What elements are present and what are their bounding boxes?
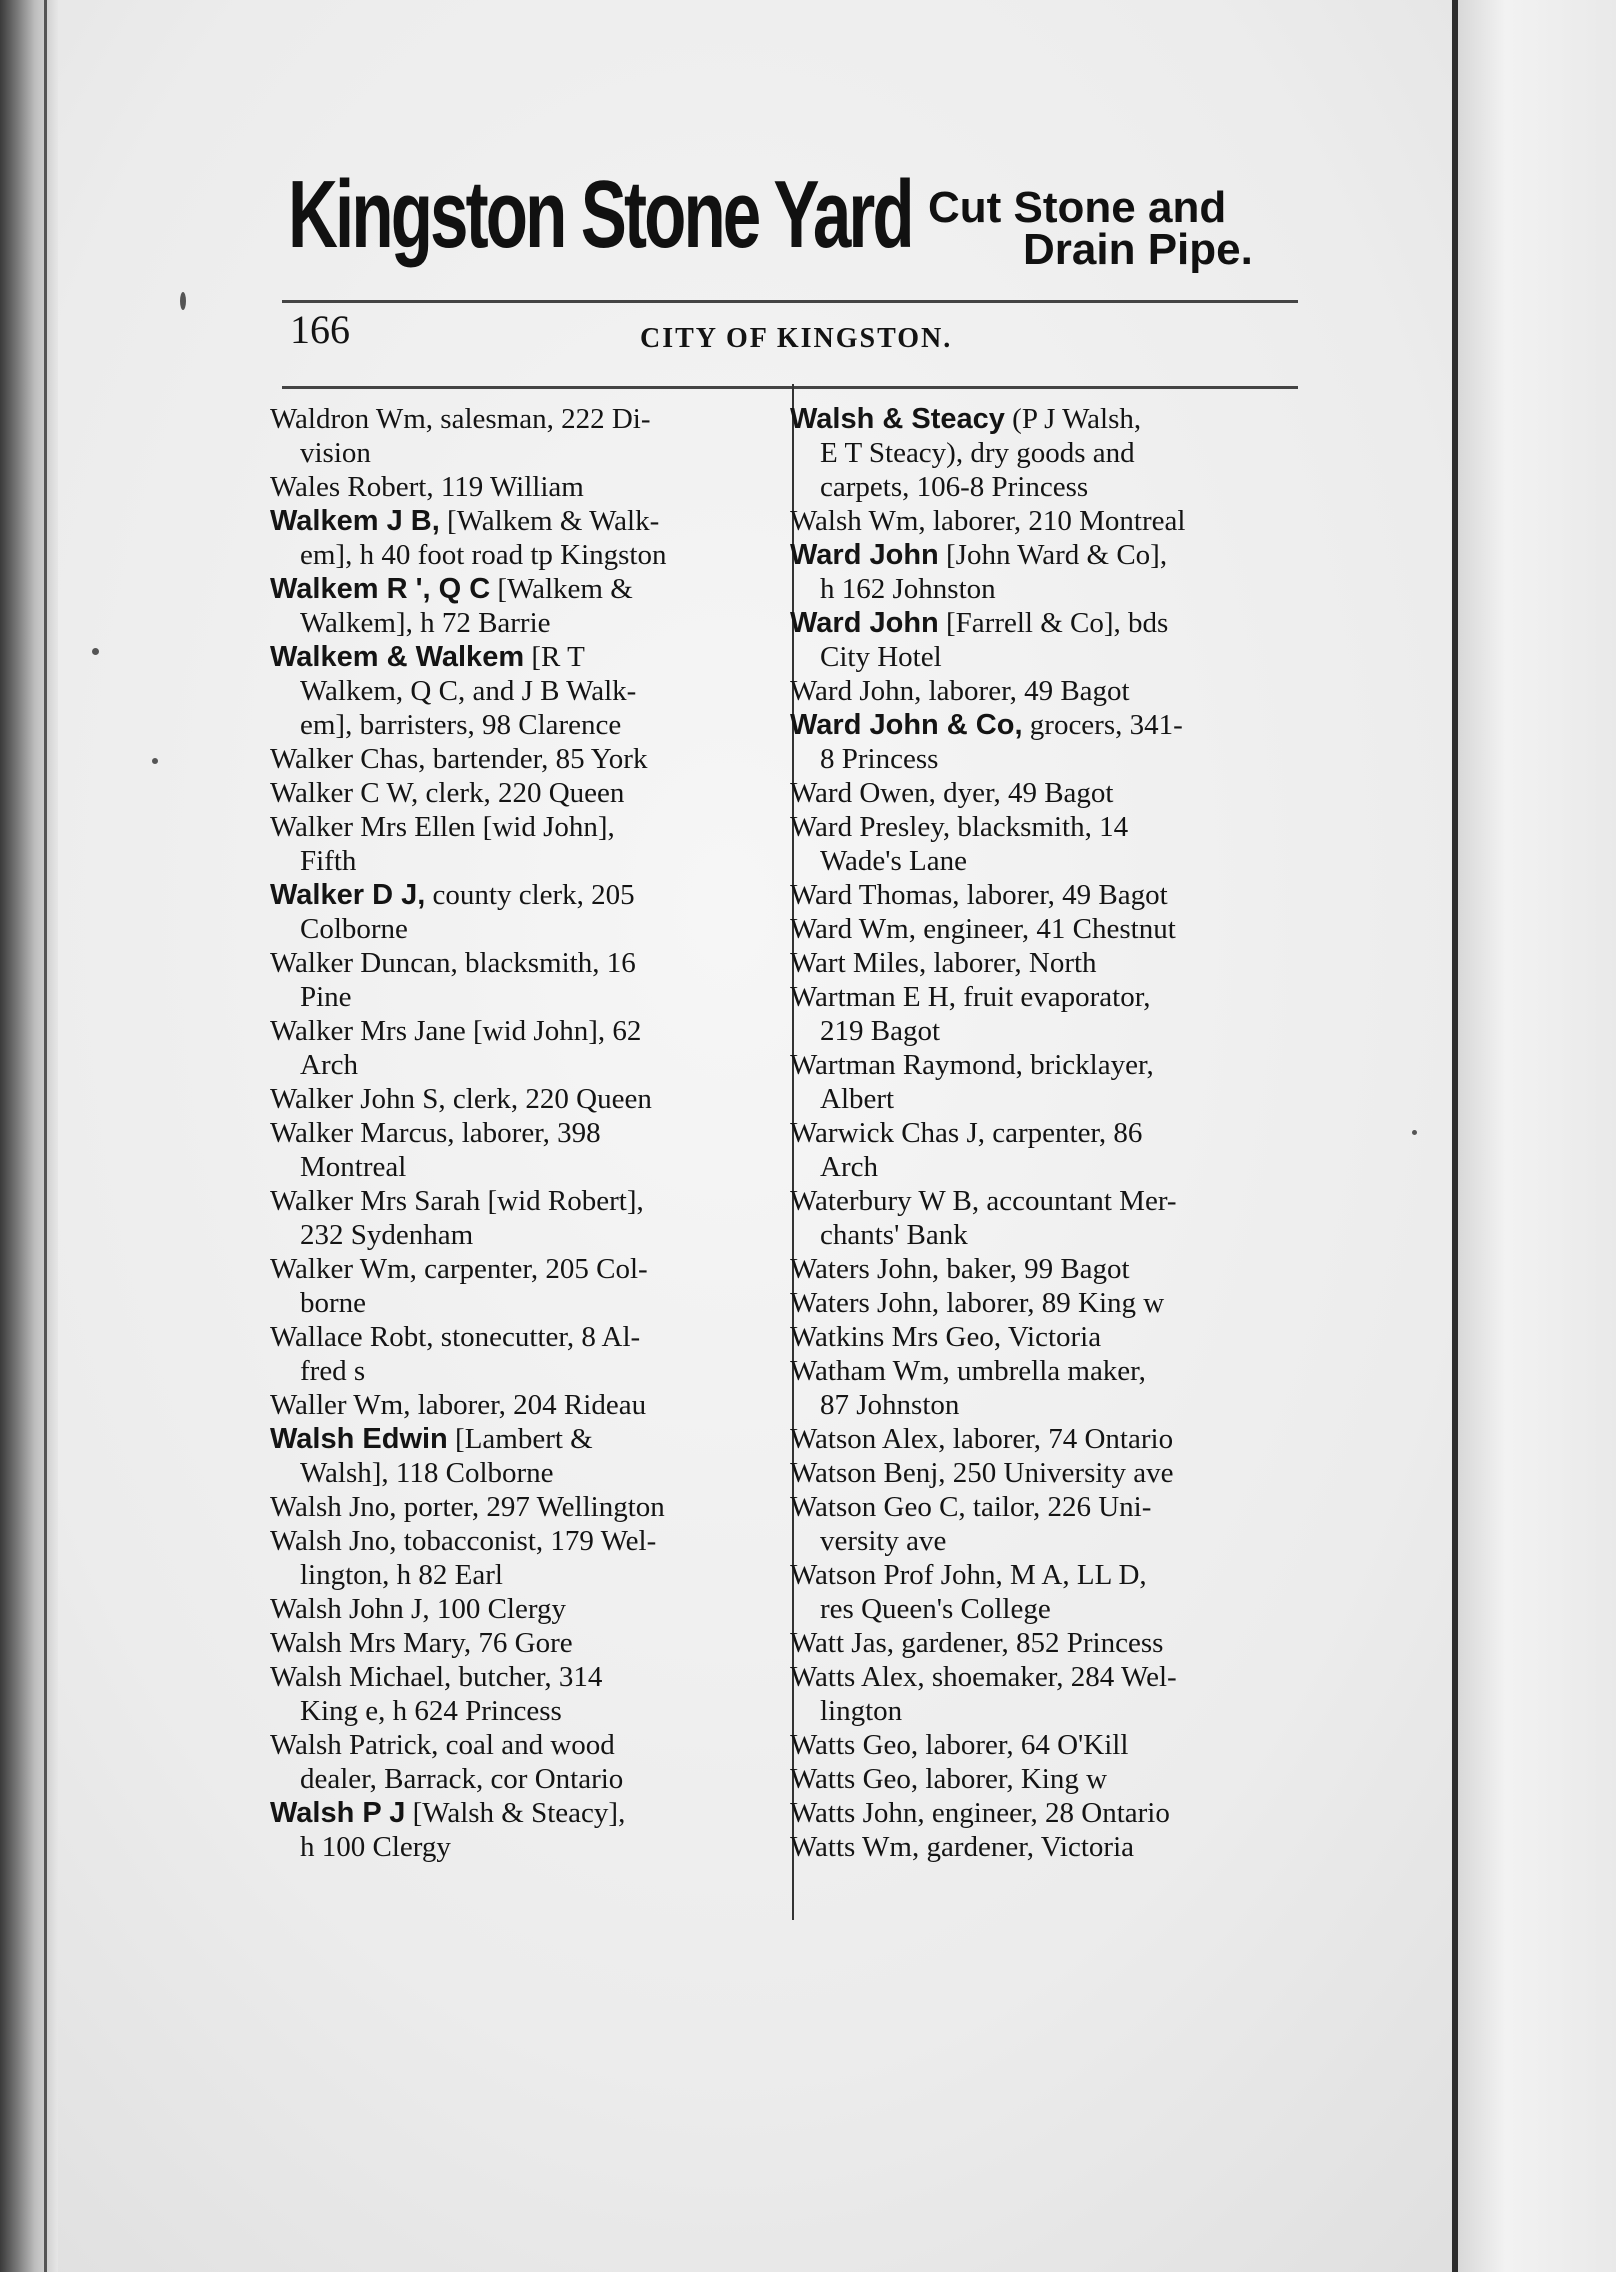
left-column <box>270 402 770 1864</box>
entry-continuation-line: Montreal <box>300 1151 407 1183</box>
entry-line: Walsh Jno, tobacconist, 179 Wel- <box>270 1525 657 1557</box>
entry-line: Wartman Raymond, bricklayer, <box>790 1049 1154 1081</box>
entry-continuation-line: Walkem], h 72 Barrie <box>300 607 551 639</box>
entry-line: Waldron Wm, salesman, 222 Di- <box>270 403 651 435</box>
scan-speck <box>180 292 186 310</box>
entry-bold-name: Ward John <box>790 539 939 571</box>
directory-entry <box>270 1320 770 1388</box>
directory-entry <box>790 1184 1290 1252</box>
entry-line: Walker Mrs Sarah [wid Robert], <box>270 1185 644 1217</box>
header-rule-top <box>282 300 1298 303</box>
entry-continuation-line: lington, h 82 Earl <box>300 1559 503 1591</box>
scan-left-edge <box>0 0 58 2272</box>
entry-line: Walker John S, clerk, 220 Queen <box>270 1083 652 1115</box>
directory-entry <box>270 1422 770 1490</box>
directory-entry <box>270 1796 770 1864</box>
entry-line: Wartman E H, fruit evaporator, <box>790 981 1151 1013</box>
entry-bold-name: Walkem J B, <box>270 505 440 537</box>
entry-line: Walkem & Walkem [R T <box>270 641 585 673</box>
directory-entry <box>270 1660 770 1728</box>
entry-line: Watts Alex, shoemaker, 284 Wel- <box>790 1661 1177 1693</box>
entry-line: Walsh Wm, laborer, 210 Montreal <box>790 505 1186 537</box>
entry-line: Walsh Edwin [Lambert & <box>270 1423 593 1455</box>
entry-continuation-line: borne <box>300 1287 367 1319</box>
directory-entry <box>270 946 770 1014</box>
directory-entry <box>270 742 770 776</box>
entry-line: Waters John, laborer, 89 King w <box>790 1287 1165 1319</box>
entry-continuation-line: E T Steacy), dry goods and <box>820 437 1135 469</box>
directory-entry <box>790 1422 1290 1456</box>
entry-line: Ward John, laborer, 49 Bagot <box>790 675 1130 707</box>
directory-entry <box>790 1456 1290 1490</box>
entry-line: Walsh John J, 100 Clergy <box>270 1593 566 1625</box>
entry-line: Walsh Michael, butcher, 314 <box>270 1661 603 1693</box>
entry-bold-name: Walsh & Steacy <box>790 403 1005 435</box>
entry-line: Watson Prof John, M A, LL D, <box>790 1559 1147 1591</box>
directory-entry <box>270 572 770 640</box>
directory-entry <box>270 1728 770 1796</box>
entry-continuation-line: 8 Princess <box>820 743 939 775</box>
entry-line: Watts Geo, laborer, King w <box>790 1763 1108 1795</box>
running-head: CITY OF KINGSTON. <box>640 323 953 354</box>
entry-line: Ward Thomas, laborer, 49 Bagot <box>790 879 1168 911</box>
directory-entry <box>790 912 1290 946</box>
entry-line: Ward Owen, dyer, 49 Bagot <box>790 777 1114 809</box>
ad-tagline-line1: Cut Stone and <box>928 183 1227 232</box>
directory-entry <box>790 1558 1290 1626</box>
entry-continuation-line: Walkem, Q C, and J B Walk- <box>300 675 637 707</box>
entry-line: Wales Robert, 119 William <box>270 471 584 503</box>
directory-entry <box>270 640 770 742</box>
entry-line: Ward Presley, blacksmith, 14 <box>790 811 1129 843</box>
directory-entry <box>270 878 770 946</box>
entry-line: Warwick Chas J, carpenter, 86 <box>790 1117 1143 1149</box>
directory-entry <box>270 1524 770 1592</box>
entry-line: Waterbury W B, accountant Mer- <box>790 1185 1177 1217</box>
directory-entry <box>790 1728 1290 1762</box>
directory-entry <box>790 1626 1290 1660</box>
directory-entry <box>790 776 1290 810</box>
entry-line: Watson Geo C, tailor, 226 Uni- <box>790 1491 1152 1523</box>
entry-continuation-line: Fifth <box>300 845 357 877</box>
entry-continuation-line: h 100 Clergy <box>300 1831 451 1863</box>
entry-continuation-line: Albert <box>820 1083 895 1115</box>
entry-line: Walsh P J [Walsh & Steacy], <box>270 1797 626 1829</box>
entry-continuation-line: carpets, 106-8 Princess <box>820 471 1089 503</box>
directory-entry <box>790 878 1290 912</box>
entry-continuation-line: versity ave <box>820 1525 947 1557</box>
entry-line: Watham Wm, umbrella maker, <box>790 1355 1146 1387</box>
directory-entry <box>790 674 1290 708</box>
entry-line: Waters John, baker, 99 Bagot <box>790 1253 1130 1285</box>
directory-entry <box>790 1252 1290 1286</box>
entry-continuation-line: vision <box>300 437 371 469</box>
entry-line: Walsh Mrs Mary, 76 Gore <box>270 1627 573 1659</box>
directory-entry <box>790 1762 1290 1796</box>
scan-speck <box>152 758 158 764</box>
entry-continuation-line: Colborne <box>300 913 408 945</box>
scan-speck <box>92 648 99 655</box>
scan-speck <box>1412 1130 1417 1135</box>
entry-line: Walker Chas, bartender, 85 York <box>270 743 648 775</box>
directory-entry <box>790 1354 1290 1422</box>
entry-continuation-line: Walsh], 118 Colborne <box>300 1457 554 1489</box>
entry-continuation-line: lington <box>820 1695 903 1727</box>
directory-entry <box>790 1048 1290 1116</box>
entry-continuation-line: em], h 40 foot road tp Kingston <box>300 539 667 571</box>
entry-line: Watson Alex, laborer, 74 Ontario <box>790 1423 1174 1455</box>
directory-entry <box>790 1320 1290 1354</box>
entry-line: Walker Marcus, laborer, 398 <box>270 1117 601 1149</box>
entry-continuation-line: h 162 Johnston <box>820 573 996 605</box>
entry-bold-name: Walkem & Walkem <box>270 641 525 673</box>
entry-bold-name: Ward John <box>790 607 939 639</box>
directory-entry <box>270 470 770 504</box>
entry-continuation-line: fred s <box>300 1355 366 1387</box>
entry-continuation-line: em], barristers, 98 Clarence <box>300 709 622 741</box>
header-rule-bottom <box>282 386 1298 389</box>
entry-continuation-line: Wade's Lane <box>820 845 968 877</box>
entry-line: Waller Wm, laborer, 204 Rideau <box>270 1389 647 1421</box>
entry-line: Ward John & Co, grocers, 341- <box>790 709 1183 741</box>
entry-line: Walsh Jno, porter, 297 Wellington <box>270 1491 665 1523</box>
directory-entry <box>270 1490 770 1524</box>
directory-entry <box>270 1014 770 1082</box>
ad-tagline-line2: Drain Pipe. <box>1023 225 1253 274</box>
entry-bold-name: Walsh P J <box>270 1797 406 1829</box>
facing-page-edge <box>1458 0 1616 2272</box>
entry-continuation-line: 219 Bagot <box>820 1015 941 1047</box>
entry-continuation-line: 232 Sydenham <box>300 1219 474 1251</box>
entry-line: Watkins Mrs Geo, Victoria <box>790 1321 1102 1353</box>
directory-entry <box>270 1388 770 1422</box>
entry-continuation-line: chants' Bank <box>820 1219 968 1251</box>
directory-entry <box>270 1592 770 1626</box>
entry-continuation-line: res Queen's College <box>820 1593 1051 1625</box>
directory-entry <box>790 402 1290 504</box>
entry-line: Walsh Patrick, coal and wood <box>270 1729 615 1761</box>
entry-line: Watson Benj, 250 University ave <box>790 1457 1174 1489</box>
entry-line: Watts Wm, gardener, Victoria <box>790 1831 1134 1863</box>
entry-line: Walker Mrs Ellen [wid John], <box>270 811 615 843</box>
entry-line: Ward Wm, engineer, 41 Chestnut <box>790 913 1176 945</box>
entry-continuation-line: Arch <box>300 1049 358 1081</box>
directory-entry <box>790 1116 1290 1184</box>
directory-entry <box>790 1286 1290 1320</box>
entry-continuation-line: Arch <box>820 1151 878 1183</box>
entry-bold-name: Walsh Edwin <box>270 1423 448 1455</box>
directory-entry <box>270 504 770 572</box>
directory-entry <box>790 980 1290 1048</box>
directory-entry <box>270 1252 770 1320</box>
entry-bold-name: Walker D J, <box>270 879 426 911</box>
directory-entry <box>790 1796 1290 1830</box>
directory-entry <box>270 810 770 878</box>
entry-line: Wallace Robt, stonecutter, 8 Al- <box>270 1321 641 1353</box>
directory-entry <box>270 1626 770 1660</box>
directory-entry <box>790 1830 1290 1864</box>
scan-binding-line <box>44 0 47 2272</box>
advertisement-banner <box>288 160 1308 290</box>
entry-line: Walker Wm, carpenter, 205 Col- <box>270 1253 648 1285</box>
entry-bold-name: Ward John & Co, <box>790 709 1023 741</box>
directory-entry <box>790 946 1290 980</box>
entry-bold-name: Walkem R ', Q C <box>270 573 491 605</box>
entry-line: Walkem J B, [Walkem & Walk- <box>270 505 660 537</box>
entry-line: Ward John [John Ward & Co], <box>790 539 1168 571</box>
entry-line: Ward John [Farrell & Co], bds <box>790 607 1169 639</box>
entry-line: Walker C W, clerk, 220 Queen <box>270 777 625 809</box>
entry-line: Walker Mrs Jane [wid John], 62 <box>270 1015 642 1047</box>
entry-line: Watt Jas, gardener, 852 Princess <box>790 1627 1164 1659</box>
directory-entry <box>790 1490 1290 1558</box>
directory-entry <box>790 1660 1290 1728</box>
page-number: 166 <box>290 307 350 352</box>
entry-line: Watts Geo, laborer, 64 O'Kill <box>790 1729 1129 1761</box>
entry-continuation-line: City Hotel <box>820 641 942 673</box>
entry-continuation-line: dealer, Barrack, cor Ontario <box>300 1763 624 1795</box>
directory-entry <box>790 504 1290 538</box>
entry-continuation-line: Pine <box>300 981 352 1013</box>
directory-entry <box>790 708 1290 776</box>
directory-entry <box>270 1184 770 1252</box>
entry-line: Walkem R ', Q C [Walkem & <box>270 573 633 605</box>
directory-entry <box>790 538 1290 606</box>
ad-business-name: Kingston Stone Yard <box>288 161 912 268</box>
directory-entry <box>270 402 770 470</box>
entry-continuation-line: 87 Johnston <box>820 1389 960 1421</box>
entry-line: Walsh & Steacy (P J Walsh, <box>790 403 1142 435</box>
entry-line: Walker D J, county clerk, 205 <box>270 879 635 911</box>
entry-line: Wart Miles, laborer, North <box>790 947 1097 979</box>
directory-entry <box>790 810 1290 878</box>
right-column <box>790 402 1290 1864</box>
directory-entry <box>790 606 1290 674</box>
directory-entry <box>270 1082 770 1116</box>
entry-line: Walker Duncan, blacksmith, 16 <box>270 947 636 979</box>
directory-entry <box>270 776 770 810</box>
entry-continuation-line: King e, h 624 Princess <box>300 1695 562 1727</box>
directory-entry <box>270 1116 770 1184</box>
entry-line: Watts John, engineer, 28 Ontario <box>790 1797 1170 1829</box>
